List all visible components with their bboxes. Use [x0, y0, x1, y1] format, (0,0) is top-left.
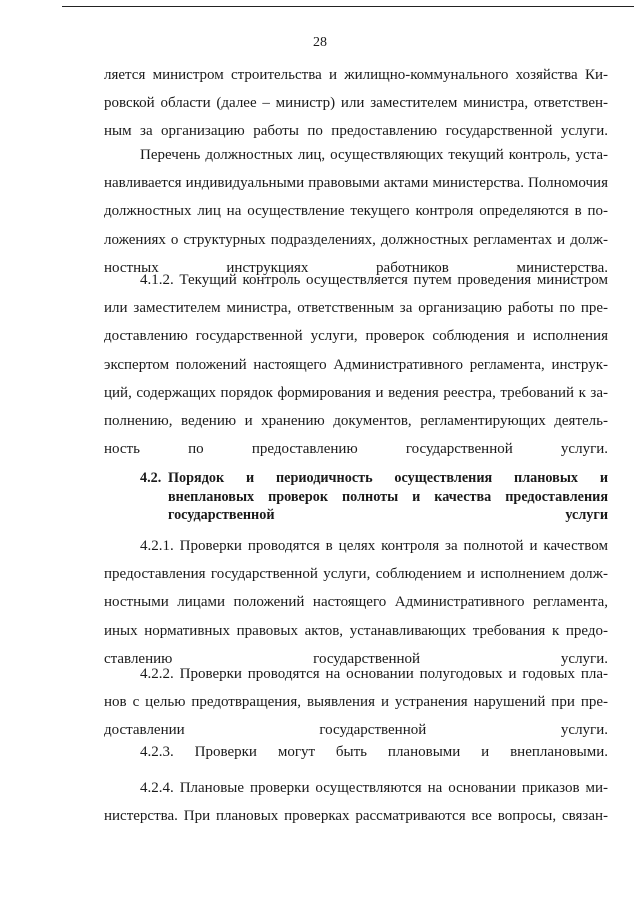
section-number: 4.2. [140, 470, 162, 486]
paragraph-4-2-2 [104, 660, 608, 745]
text-line: 4.2.4. Плановые проверки осуществляются на основании приказов ми- [140, 780, 608, 796]
page-number: 28 [313, 35, 327, 50]
text-line: доставлении государственной услуги. [104, 722, 608, 739]
text-line: ций, содержащих порядок формирования и ведения реестра, требований к за- [104, 384, 608, 401]
paragraph-4-1-2 [104, 266, 608, 463]
text-line: 4.1.2. Текущий контроль осуществляется путем проведения министром [140, 272, 608, 288]
text-line: или заместителем министра, ответственным за организацию работы по пре- [104, 300, 608, 317]
text-line: иных нормативных правовых актов, устанавливающих требования к предо- [104, 622, 608, 639]
text-line: ным за организацию работы по предоставлению государственной услуги. [104, 123, 608, 140]
text-line: ставлению государственной услуги. [104, 650, 608, 667]
text-line: должностных лиц на осуществление текущего контроля определяются в по- [104, 203, 608, 220]
text-line: ляется министром строительства и жилищно-коммунального хозяйства Ки- [104, 67, 608, 83]
text-line: ностных инструкциях работников министерства. [104, 259, 608, 276]
text-line: полнению, ведению и хранению документов, регламентирующих деятель- [104, 412, 608, 429]
text-line: ровской области (далее – министр) или заместителем министра, ответствен- [104, 95, 608, 112]
text-line: Перечень должностных лиц, осуществляющих текущий контроль, уста- [140, 147, 608, 163]
text-line: доставлению государственной услуги, проверок соблюдения и исполнения [104, 328, 608, 345]
text-line: предоставления государственной услуги, соблюдением и исполнением долж- [104, 566, 608, 583]
text-line: нов с целью предотвращения, выявления и устранения нарушений при пре- [104, 694, 608, 711]
text-line: ность по предоставлению государственной услуги. [104, 441, 608, 458]
section-title-line: Порядок и периодичность осуществления плановых и [168, 470, 608, 486]
text-line: 4.2.3. Проверки могут быть плановыми и внеплановыми. [140, 744, 608, 760]
text-line: экспертом положений настоящего Административного регламента, инструк- [104, 356, 608, 373]
text-line: нистерства. При плановых проверках рассматриваются все вопросы, связан- [104, 808, 608, 825]
paragraph-4-2-4 [104, 774, 608, 830]
paragraph-4-2-1 [104, 532, 608, 673]
paragraph-continuation [104, 61, 608, 146]
top-scan-border [62, 6, 634, 7]
section-title-line: внеплановых проверок полноты и качества предоставления [168, 488, 608, 505]
paragraph-4-2-3 [104, 738, 608, 766]
section-title [168, 469, 608, 525]
text-line: ностными лицами положений настоящего Административного регламента, [104, 594, 608, 611]
section-title-line: государственной услуги [168, 507, 608, 523]
text-line: 4.2.2. Проверки проводятся на основании полугодовых и годовых пла- [140, 666, 608, 682]
paragraph-officials-list [104, 141, 608, 282]
text-line: навливается индивидуальными правовыми актами министерства. Полномочия [104, 175, 608, 192]
text-line: ложениях о структурных подразделениях, должностных регламентах и долж- [104, 231, 608, 248]
text-line: 4.2.1. Проверки проводятся в целях контроля за полнотой и качеством [140, 538, 608, 554]
